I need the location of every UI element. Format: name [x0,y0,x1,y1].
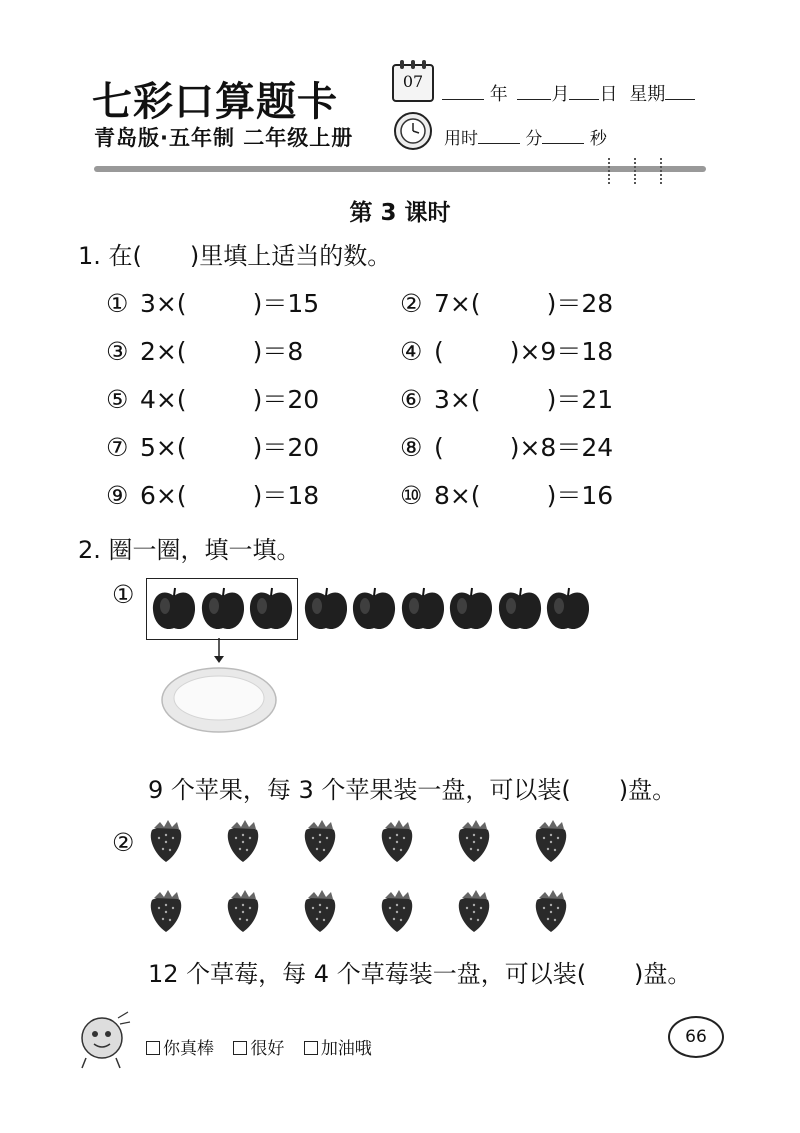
strawberry-icon [531,818,571,864]
equation-left: 3×( [139,289,187,318]
apple-icon [544,586,592,634]
mascot-icon [72,1008,134,1070]
question-sentence-2: 12 个草莓，每 4 个草莓装一盘，可以装( )盘。 [148,960,692,988]
header-divider [94,166,706,172]
edition-label: 青岛版·五年制 二年级上册 [94,126,354,150]
rating-option[interactable] [304,1039,372,1059]
apple-icon [150,586,198,634]
arrow-down-icon [212,638,226,664]
equation-left: 4×( [139,385,187,414]
equation-left: 7×( [433,289,481,318]
equation [106,428,319,464]
second-blank[interactable] [542,143,584,144]
lesson-title: 第 3 课时 [349,200,451,226]
apple-icon [302,586,350,634]
rating-checkbox[interactable] [304,1041,318,1055]
strawberry-icon [454,818,494,864]
equation [106,476,319,512]
question-sentence-1: 9 个苹果，每 3 个苹果装一盘，可以装( )盘。 [148,776,677,804]
apple-icon [247,586,295,634]
minute-blank[interactable] [478,143,520,144]
rating-options [146,1034,372,1059]
apple-row [150,586,590,634]
divider-peg [608,158,613,184]
equation [400,428,613,464]
equation-left: 5×( [139,433,187,462]
time-used-label: 用时 [444,129,478,149]
part1-label: ① [112,580,135,609]
equation-number: ① [106,289,129,318]
calendar-number: 07 [402,72,424,91]
day-blank[interactable] [569,99,599,100]
equation-right: )＝8 [252,337,304,366]
equation [400,380,613,416]
weekday-blank[interactable] [665,99,695,100]
plate-image [160,662,278,734]
strawberry-icon [377,818,417,864]
part2-label: ② [112,828,135,857]
equation-right: )＝28 [546,289,614,318]
strawberry-icon [223,888,263,934]
equation-number: ⑦ [106,433,129,462]
time-used-line [444,124,607,149]
equation [106,380,319,416]
divider-peg [634,158,639,184]
equation-right: )＝20 [252,385,320,414]
apple-icon [496,586,544,634]
equation [400,476,613,512]
equation-left: 2×( [139,337,187,366]
equation-number: ⑤ [106,385,129,414]
section2-title: 2. 圈一圈，填一填。 [78,536,301,564]
rating-label: 很好 [250,1039,285,1059]
calendar-icon [392,64,434,102]
apple-icon [447,586,495,634]
equation-left: 6×( [139,481,187,510]
strawberry-icon [300,818,340,864]
year-blank[interactable] [442,99,484,100]
equation-right: )＝21 [546,385,614,414]
clock-icon [394,112,432,150]
equation-number: ② [400,289,423,318]
brand-title: 七彩口算题卡 [92,78,338,125]
section1-title: 1. 在( )里填上适当的数。 [78,242,392,270]
rating-label: 加油哦 [320,1039,372,1059]
strawberry-icon [300,888,340,934]
strawberry-icon [531,888,571,934]
equation-number: ⑨ [106,481,129,510]
equation-number: ⑩ [400,481,423,510]
equation-left: ( [433,337,444,366]
equation-right: )×8＝24 [509,433,614,462]
second-label: 秒 [589,129,607,149]
page-number: 66 [668,1016,724,1058]
equation-right: )＝18 [252,481,320,510]
strawberry-icon [454,888,494,934]
strawberry-icon [146,888,186,934]
equation-number: ④ [400,337,423,366]
rating-option[interactable] [146,1039,214,1059]
equation-number: ③ [106,337,129,366]
strawberry-icon [377,888,417,934]
equation [106,332,303,368]
month-blank[interactable] [517,99,551,100]
strawberry-icon [223,818,263,864]
equation-right: )＝16 [546,481,614,510]
apple-icon [199,586,247,634]
equation [106,284,319,320]
equation [400,284,613,320]
rating-option[interactable] [233,1039,284,1059]
year-label: 年 [489,84,508,105]
day-label: 日 [599,84,618,105]
divider-peg [660,158,665,184]
equation-number: ⑧ [400,433,423,462]
strawberry-icon [146,818,186,864]
equation-right: )＝20 [252,433,320,462]
weekday-label: 星期 [629,84,666,105]
apple-icon [350,586,398,634]
strawberry-grid [146,818,586,942]
equation-right: )×9＝18 [509,337,614,366]
equation-right: )＝15 [252,289,320,318]
equation-left: 8×( [433,481,481,510]
rating-checkbox[interactable] [146,1041,160,1055]
equation-number: ⑥ [400,385,423,414]
date-line [442,80,695,106]
equation-left: ( [433,433,444,462]
apple-icon [399,586,447,634]
equation [400,332,613,368]
minute-label: 分 [525,129,543,149]
rating-checkbox[interactable] [233,1041,247,1055]
month-label: 月 [551,84,570,105]
rating-label: 你真棒 [163,1039,214,1059]
equation-left: 3×( [433,385,481,414]
